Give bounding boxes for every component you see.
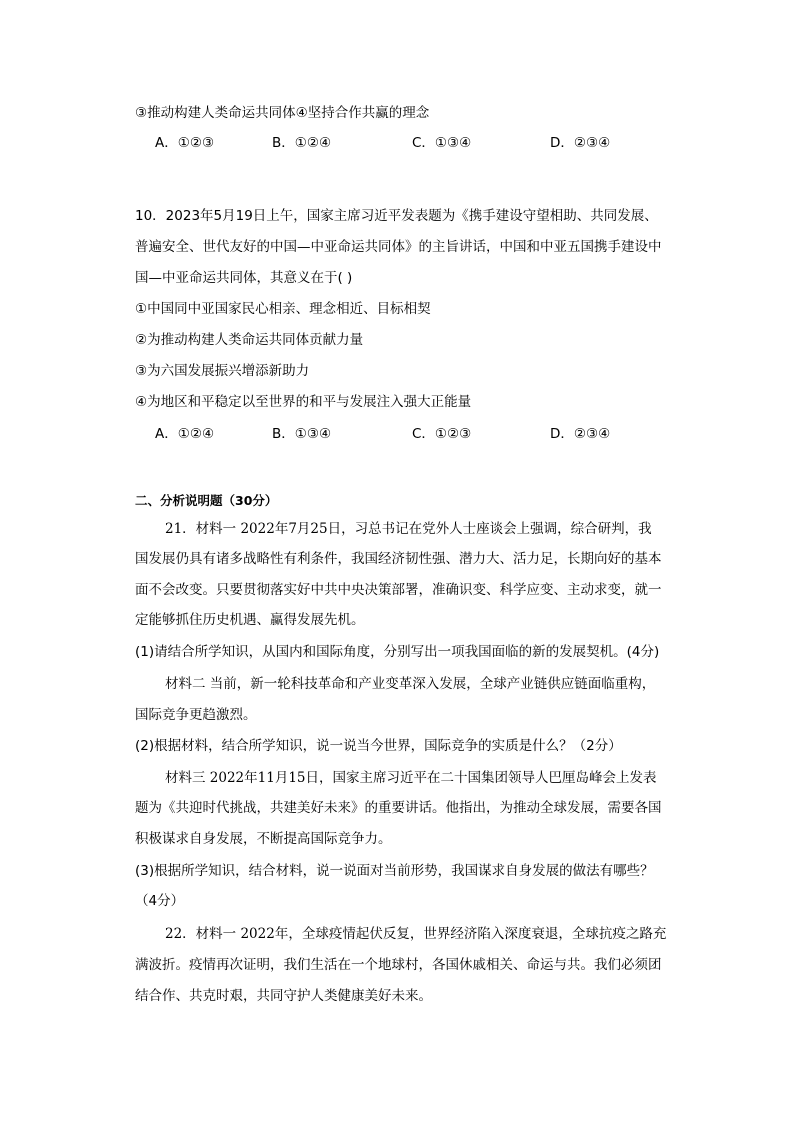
q9-options [0, 133, 794, 153]
q10-stem-line-2: 普遍安全、世代友好的中国—中亚命运共同体》的主旨讲话，中国和中亚五国携手建设中 [135, 239, 662, 255]
q21-question-2: (2)根据材料，结合所学知识，说一说当今世界，国际竞争的实质是什么？（2分） [135, 738, 622, 754]
q22-material1-line-3: 结合作、共克时艰，共同守护人类健康美好未来。 [135, 988, 432, 1004]
q21-material2-line-2: 国际竞争更趋激烈。 [135, 707, 257, 723]
q21-material1-line-4: 定能够抓住历史机遇、赢得发展先机。 [135, 612, 365, 628]
q21-question-1: (1)请结合所学知识，从国内和国际角度，分别写出一项我国面临的新的发展契机。(4分) [135, 644, 660, 660]
q10-statement-2: ②为推动构建人类命运共同体贡献力量 [135, 332, 364, 348]
q21-question-3-line-2: （4分） [135, 893, 185, 909]
q10-option-c: C．①②③ [412, 426, 472, 442]
q21-material3-line-2: 题为《共迎时代挑战，共建美好未来》的重要讲话。他指出，为推动全球发展，需要各国 [135, 800, 662, 816]
q9-statement-line: ③推动构建人类命运共同体④坚持合作共赢的理念 [135, 105, 430, 121]
q21-material3-line-3: 积极谋求自身发展，不断提高国际竞争力。 [135, 831, 392, 847]
section-heading: 二、分析说明题（30分） [135, 493, 278, 508]
q10-option-a: A．①②④ [155, 426, 215, 442]
q21-material1-line-1: 21．材料一 2022年7月25日，习总书记在党外人士座谈会上强调，综合研判，我 [165, 521, 652, 537]
q10-statement-3: ③为六国发展振兴增添新助力 [135, 363, 310, 379]
q9-option-d: D．②③④ [550, 135, 611, 151]
q9-option-c: C．①③④ [412, 135, 472, 151]
q21-material1-line-3: 面不会改变。只要贯彻落实好中共中央决策部署，准确识变、科学应变、主动求变，就一 [135, 582, 662, 598]
q21-question-3-line-1: (3)根据所学知识，结合材料，说一说面对当前形势，我国谋求自身发展的做法有哪些？ [135, 863, 654, 879]
q10-option-d: D．②③④ [550, 426, 611, 442]
q21-material2-line-1: 材料二 当前，新一轮科技革命和产业变革深入发展，全球产业链供应链面临重构， [165, 676, 656, 692]
q21-material1-line-2: 国发展仍具有诸多战略性有利条件，我国经济韧性强、潜力大、活力足，长期向好的基本 [135, 551, 662, 567]
q10-options [0, 424, 794, 444]
q10-stem-line-3: 国—中亚命运共同体，其意义在于( ) [135, 270, 353, 286]
q9-option-b: B．①②④ [272, 135, 332, 151]
q22-material1-line-1: 22．材料一 2022年，全球疫情起伏反复，世界经济陷入深度衰退，全球抗疫之路充 [165, 926, 667, 942]
q22-material1-line-2: 满波折。疫情再次证明，我们生活在一个地球村，各国休戚相关、命运与共。我们必须团 [135, 957, 662, 973]
q21-material3-line-1: 材料三 2022年11月15日，国家主席习近平在二十国集团领导人巴厘岛峰会上发表 [165, 770, 657, 786]
q10-statement-4: ④为地区和平稳定以至世界的和平与发展注入强大正能量 [135, 394, 472, 410]
q10-stem-line-1: 10．2023年5月19日上午，国家主席习近平发表题为《携手建设守望相助、共同发展、 [135, 208, 658, 224]
q9-option-a: A．①②③ [155, 135, 215, 151]
q10-option-b: B．①③④ [272, 426, 332, 442]
q10-statement-1: ①中国同中亚国家民心相亲、理念相近、目标相契 [135, 301, 431, 317]
